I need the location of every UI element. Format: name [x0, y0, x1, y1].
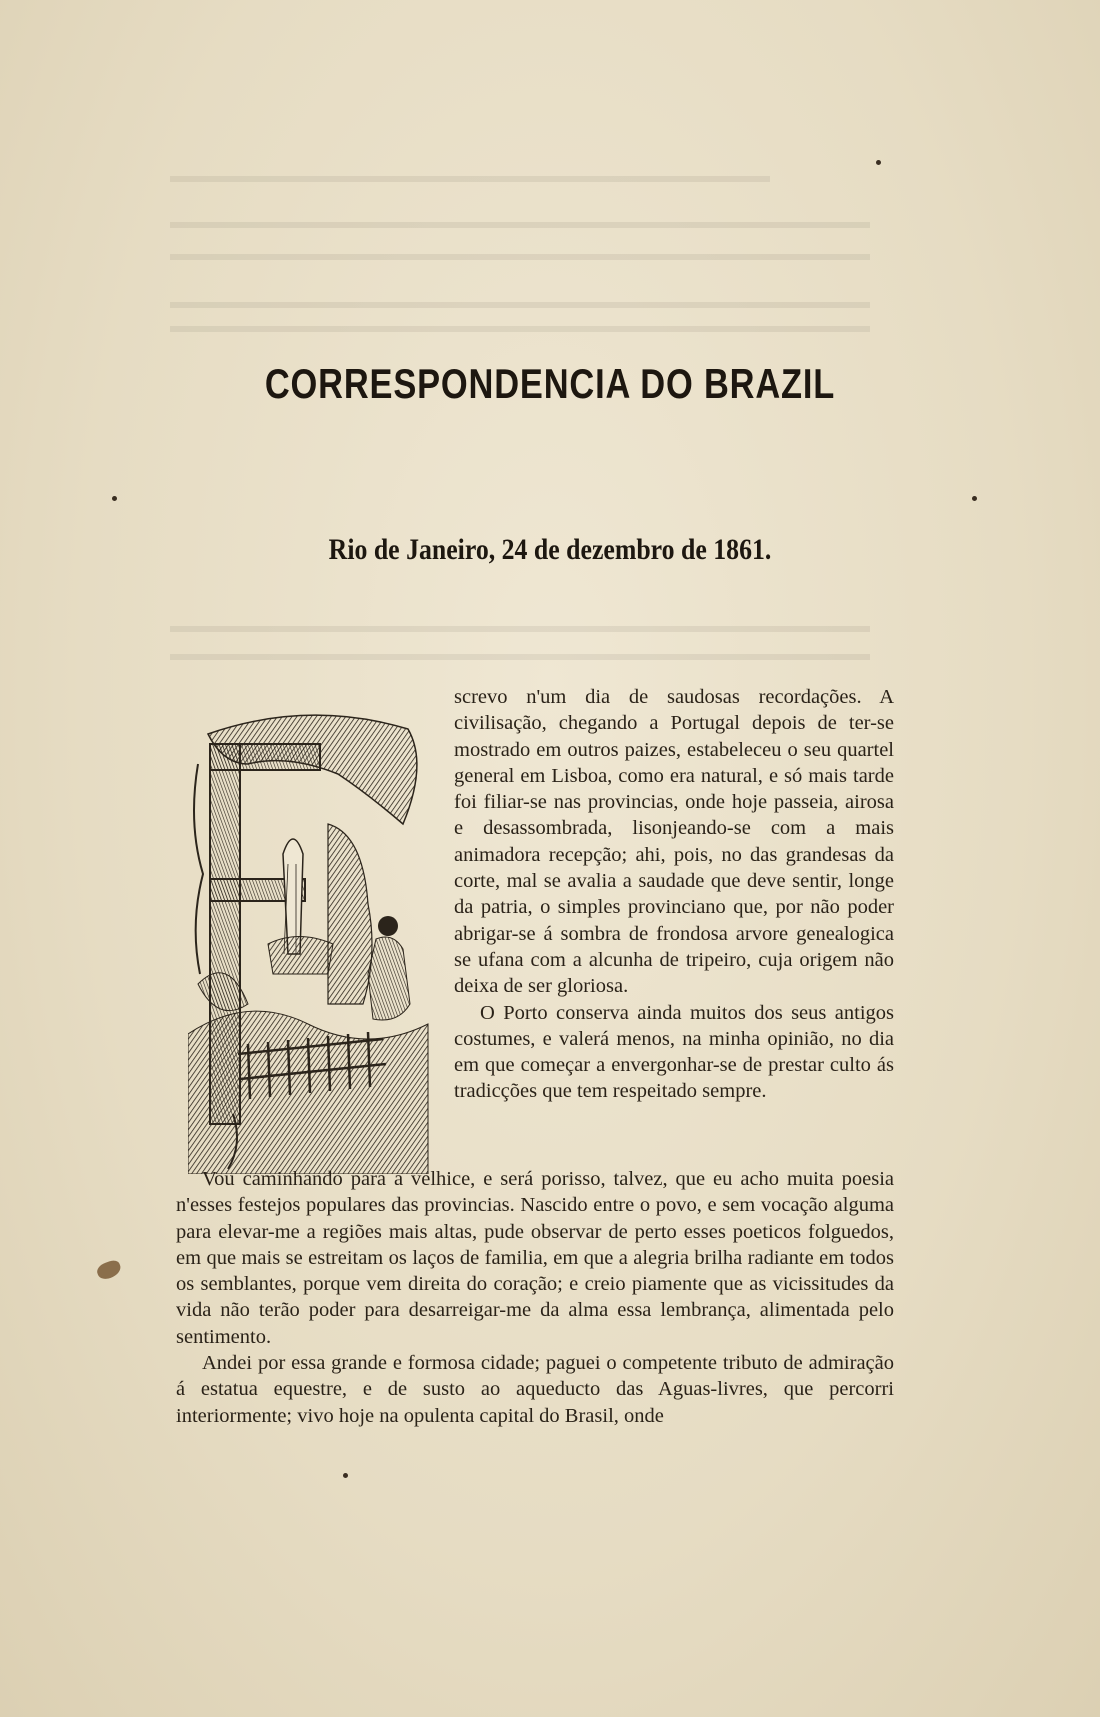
speck [876, 160, 881, 165]
bleed-through-text: ▬▬▬▬▬▬▬▬▬▬▬▬▬▬▬▬▬▬▬▬▬▬▬▬▬▬▬▬▬▬▬▬▬▬▬ [170, 621, 870, 643]
bleed-through-text: ▬▬▬▬▬▬▬▬▬▬▬▬▬▬▬▬▬▬▬▬▬▬▬▬▬▬▬▬▬▬▬▬▬▬▬ [170, 217, 870, 239]
engraved-initial-illustration [188, 704, 433, 1174]
bleed-through-text: ▬▬▬▬▬▬▬▬▬▬▬▬▬▬▬▬▬▬▬▬▬▬▬▬▬▬▬▬▬▬▬▬▬▬▬ [170, 649, 870, 671]
bleed-through-text: ▬▬▬▬▬▬▬▬▬▬▬▬▬▬▬▬▬▬▬▬▬▬▬▬▬▬▬▬▬▬ [170, 171, 770, 193]
bleed-through-text: ▬▬▬▬▬▬▬▬▬▬▬▬▬▬▬▬▬▬▬▬▬▬▬▬▬▬▬▬▬▬▬▬▬▬▬ [170, 249, 870, 271]
paragraph-2: O Porto conserva ainda muitos dos seus antigos costumes, e valerá menos, na minha opinião, no dia em que começar a envergonhar-se de prestar culto ás tradicções que tem respeitado sempre. [454, 1001, 894, 1103]
text-column-full [176, 1166, 894, 1429]
speck [343, 1473, 348, 1478]
speck [112, 496, 117, 501]
paragraph-4: Andei por essa grande e formosa cidade; paguei o competente tributo de admiração á estatua equestre, e de susto ao aqueducto das Aguas-livres, que percorri interiormente; vivo hoje na opulenta capital do Brasil, onde [176, 1352, 894, 1427]
ink-smudge [95, 1258, 123, 1281]
bleed-through-text: ▬▬▬▬▬▬▬▬▬▬▬▬▬▬▬▬▬▬▬▬▬▬▬▬▬▬▬▬▬▬▬▬▬▬▬ [170, 321, 870, 343]
text-column-right [454, 684, 894, 1105]
dateline: Rio de Janeiro, 24 de dezembro de 1861. [328, 533, 772, 566]
paragraph-3: Vou caminhando para a velhice, e será porisso, talvez, que eu acho muita poesia n'esses festejos populares das provincias. Nascido entre o povo, e sem vocação alguma para elevar-me a regiões mais altas, pude observar de perto esses poeticos folguedos, em que mais se estreitam os laços de familia, em que a alegria brilha radiante em todos os semblantes, porque vem direita do coração; e creio piamente que as vicissitudes da vida não terão poder para desarreigar-me da alma essa lembrança, alimentada pelo sentimento. [176, 1168, 894, 1348]
article-title: CORRESPONDENCIA DO BRAZIL [264, 360, 836, 407]
paragraph-1: screvo n'um dia de saudosas recordações. A civilisação, chegando a Portugal depois de ter-se mostrado em outros paizes, estabeleceu o seu quartel general em Lisboa, como era natural, e só mais tarde foi filiar-se nas provincias, onde hoje passeia, airosa e desassombrada, lisonjeando-se com a mais animadora recepção; ahi, pois, no das grandesas da corte, mal se avalia a saudade que deve sentir, longe da patria, o simples provinciano que, por não poder abrigar-se á sombra de frondosa arvore genealogica se ufana com a alcunha de tripeiro, cuja origem não deixa de ser gloriosa. [454, 686, 894, 998]
speck [972, 496, 977, 501]
bleed-through-text: ▬▬▬▬▬▬▬▬▬▬▬▬▬▬▬▬▬▬▬▬▬▬▬▬▬▬▬▬▬▬▬▬▬▬▬ [170, 297, 870, 319]
